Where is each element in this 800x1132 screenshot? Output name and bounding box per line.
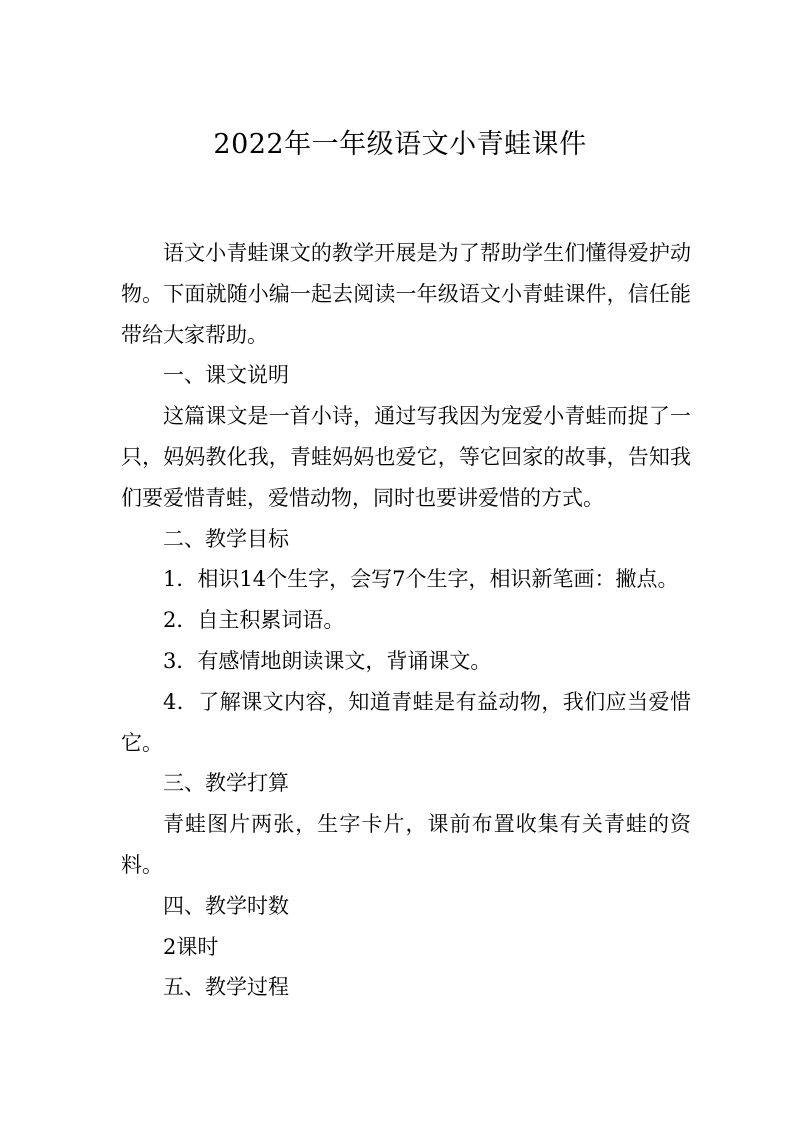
- class-hours-value: 2课时: [163, 934, 219, 959]
- lesson-description-paragraph: 这篇课文是一首小诗，通过写我因为宠爱小青蛙而捉了一只，妈妈教化我，青蛙妈妈也爱它，等它回家的故事，告知我们要爱惜青蛙，爱惜动物，同时也要讲爱惜的方式。: [121, 404, 691, 510]
- preparation-paragraph: 青蛙图片两张，生字卡片，课前布置收集有关青蛙的资料。: [121, 812, 691, 877]
- goal-item-3: 3．有感情地朗读课文，背诵课文。: [163, 648, 492, 673]
- section-heading-lesson-description: 一、课文说明: [163, 363, 289, 388]
- section-heading-teaching-preparation: 三、教学打算: [163, 771, 289, 796]
- section-heading-teaching-process: 五、教学过程: [163, 975, 289, 1000]
- section-heading-class-hours: 四、教学时数: [163, 893, 289, 918]
- goal-item-4: 4．了解课文内容，知道青蛙是有益动物，我们应当爱惜它。: [121, 689, 691, 755]
- intro-paragraph: 语文小青蛙课文的教学开展是为了帮助学生们懂得爱护动物。下面就随小编一起去阅读一年级语文小青蛙课件，信任能带给大家帮助。: [121, 241, 691, 347]
- goal-item-2: 2．自主积累词语。: [163, 608, 345, 633]
- document-body: [121, 233, 691, 1008]
- goal-item-1: 1．相识14个生字，会写7个生字，相识新笔画：撇点。: [163, 567, 679, 592]
- document-title: 2022年一年级语文小青蛙课件: [213, 129, 587, 160]
- section-heading-teaching-goals: 二、教学目标: [163, 526, 289, 551]
